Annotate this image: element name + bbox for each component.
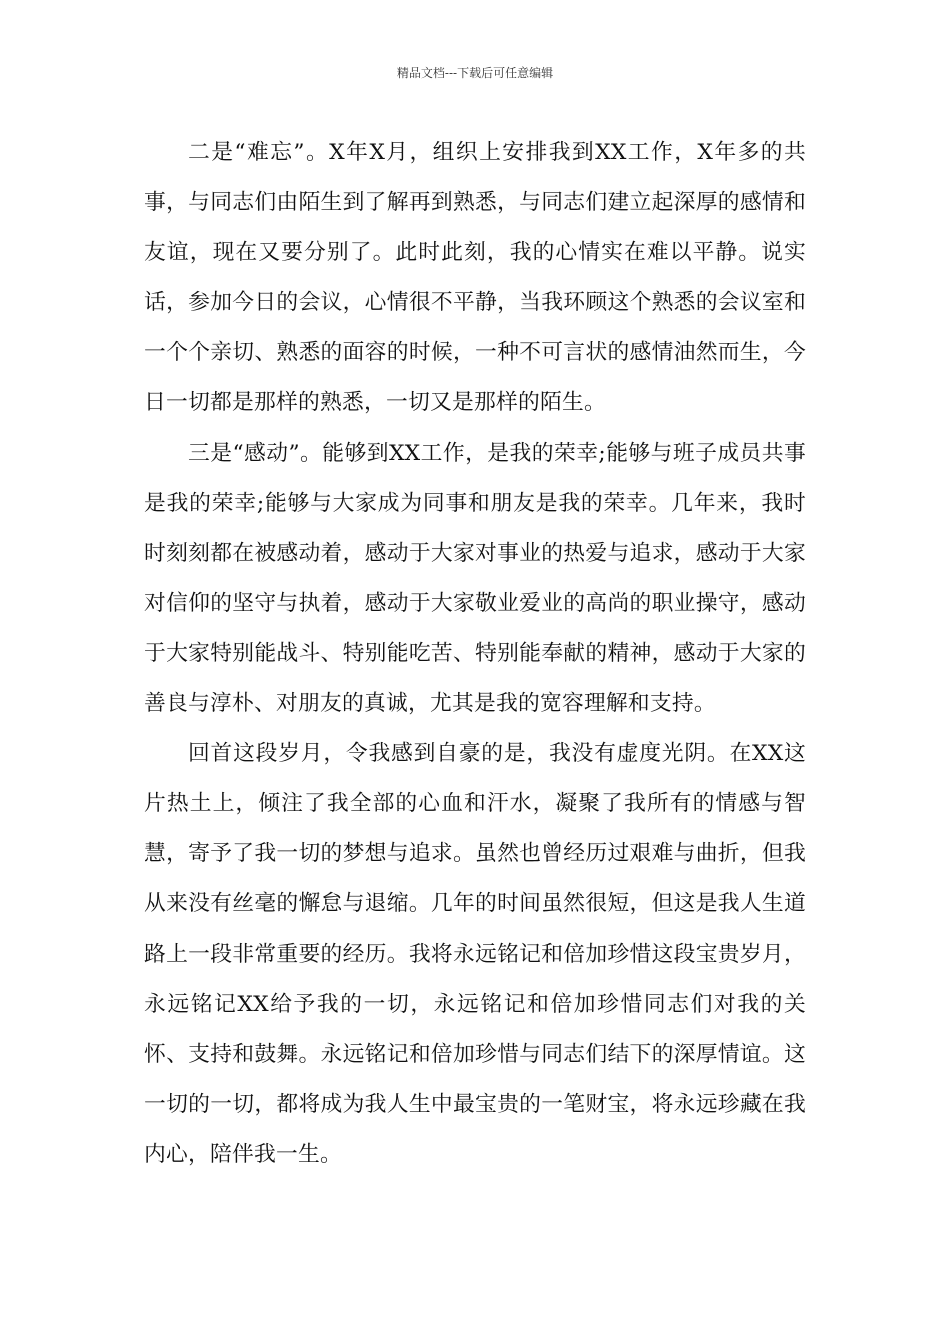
paragraph-looking-back: 回首这段岁月，令我感到自豪的是，我没有虚度光阴。在XX这片热土上，倾注了我全部的心血和汗水，凝聚了我所有的情感与智慧，寄予了我一切的梦想与追求。虽然也曾经历过艰难与曲折，但我从来没有丝毫的懈怠与退缩。几年的时间虽然很短，但这是我人生道路上一段非常重要的经历。我将永远铭记和倍加珍惜这段宝贵岁月，永远铭记XX给予我的一切，永远铭记和倍加珍惜同志们对我的关怀、支持和鼓舞。永远铭记和倍加珍惜与同志们结下的深厚情谊。这一切的一切，都将成为我人生中最宝贵的一笔财宝，将永远珍藏在我内心，陪伴我一生。 [144,741,806,1167]
document-body [144,128,806,1180]
page-header: 精品文档---下载后可任意编辑 [396,66,554,80]
paragraph-moved: 三是“感动”。能够到XX工作，是我的荣幸;能够与班子成员共事是我的荣幸;能够与大家成为同事和朋友是我的荣幸。几年来，我时时刻刻都在被感动着，感动于大家对事业的热爱与追求，感动于大家对信仰的坚守与执着，感动于大家敬业爱业的高尚的职业操守，感动于大家特别能战斗、特别能吃苦、特别能奉献的精神，感动于大家的善良与淳朴、对朋友的真诚，尤其是我的宽容理解和支持。 [144,440,806,717]
paragraph-difficult-to-forget: 二是“难忘”。X年X月，组织上安排我到XX工作，X年多的共事，与同志们由陌生到了解再到熟悉，与同志们建立起深厚的感情和友谊，现在又要分别了。此时此刻，我的心情实在难以平静。说实话，参加今日的会议，心情很不平静，当我环顾这个熟悉的会议室和一个个亲切、熟悉的面容的时候，一种不可言状的感情油然而生，今日一切都是那样的熟悉，一切又是那样的陌生。 [144,140,806,416]
